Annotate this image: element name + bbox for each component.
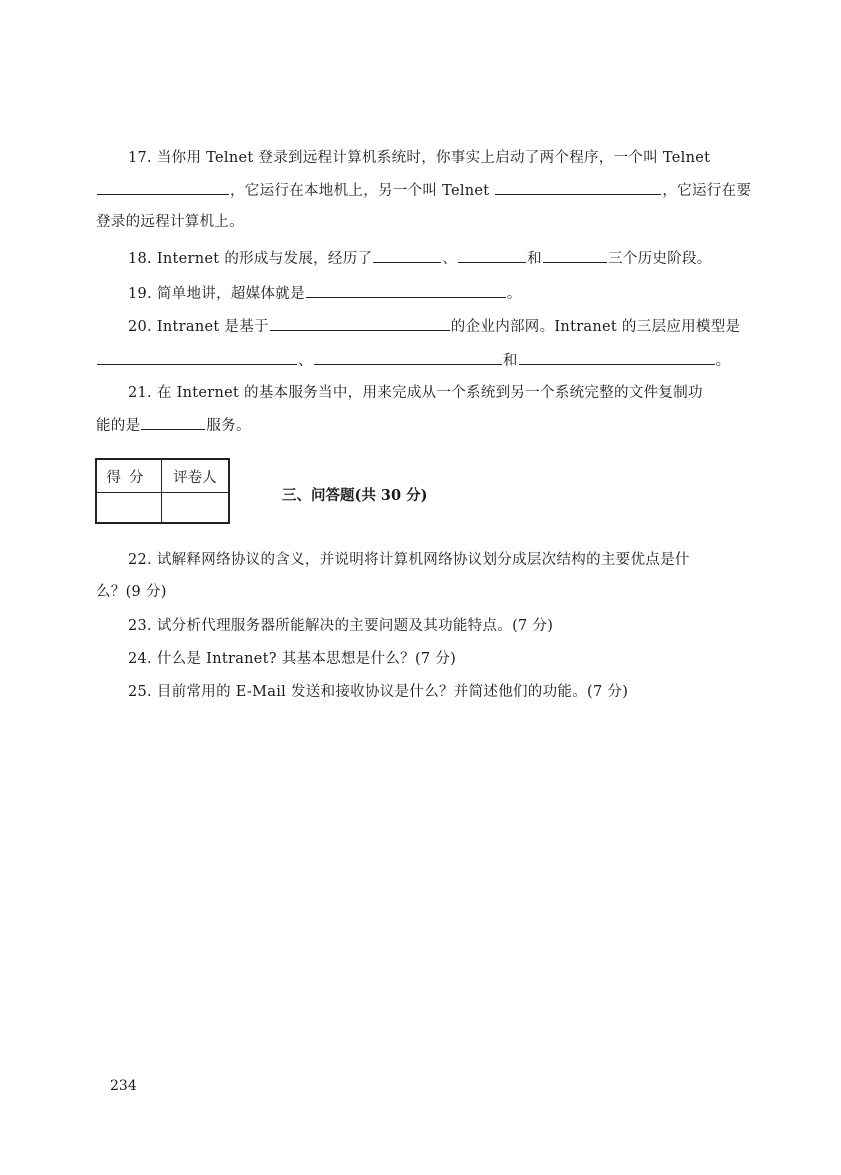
q19-line — [128, 283, 768, 304]
q17-line2 — [96, 180, 768, 201]
q22-line2: 么？(9 分) — [96, 584, 167, 600]
separator: 、 — [442, 251, 458, 267]
q22-line1: 22. 试解释网络协议的含义，并说明将计算机网络协议划分成层次结构的主要优点是什 — [128, 552, 690, 568]
q25-line: 25. 目前常用的 E-Mail 发送和接收协议是什么？并简述他们的功能。(7 分) — [128, 684, 629, 700]
answer-blank[interactable] — [373, 248, 441, 263]
page-number: 234 — [110, 1078, 137, 1094]
q21-line1: 21. 在 Internet 的基本服务当中，用来完成从一个系统到另一个系统完整的文件复制功 — [128, 385, 703, 401]
answer-blank[interactable] — [314, 350, 502, 365]
answer-blank[interactable] — [543, 248, 607, 263]
q20-text-end: 。 — [715, 353, 731, 369]
q20-text-b: 的企业内部网。Intranet 的三层应用模型是 — [450, 319, 741, 335]
separator: 和 — [502, 353, 518, 369]
answer-blank[interactable] — [495, 180, 661, 195]
q20-line1 — [128, 316, 768, 337]
answer-blank[interactable] — [97, 180, 229, 195]
q20-text-a: 20. Intranet 是基于 — [128, 319, 269, 335]
score-table — [95, 458, 230, 524]
table-divider — [97, 492, 228, 493]
q18-line — [128, 248, 768, 269]
q17-line1: 17. 当你用 Telnet 登录到远程计算机系统时，你事实上启动了两个程序，一个叫 Telnet — [128, 150, 711, 166]
q24-line: 24. 什么是 Intranet? 其基本思想是什么？(7 分) — [128, 651, 457, 667]
q18-text: 18. Internet 的形成与发展，经历了 — [128, 251, 373, 267]
answer-blank[interactable] — [458, 248, 526, 263]
q21-line2 — [96, 415, 768, 436]
answer-blank[interactable] — [141, 415, 205, 430]
q23-line: 23. 试分析代理服务器所能解决的主要问题及其功能特点。(7 分) — [128, 618, 554, 634]
q17-line3: 登录的远程计算机上。 — [96, 214, 244, 230]
q18-text-end: 三个历史阶段。 — [607, 251, 712, 267]
q21-text-a: 能的是 — [96, 418, 141, 434]
q17-text-a: ，它运行在本地机上，另一个叫 Telnet — [230, 183, 490, 199]
q19-text-end: 。 — [506, 286, 522, 302]
separator: 、 — [298, 353, 313, 369]
section-title: 三、问答题(共 30 分) — [282, 487, 428, 504]
q19-text: 19. 简单地讲，超媒体就是 — [128, 286, 305, 302]
answer-blank[interactable] — [306, 283, 506, 298]
answer-blank[interactable] — [519, 350, 715, 365]
score-header: 得分 — [106, 470, 152, 486]
q17-text-b: ，它运行在要 — [662, 183, 752, 199]
grader-header: 评卷人 — [173, 470, 217, 486]
answer-blank[interactable] — [97, 350, 297, 365]
answer-blank[interactable] — [270, 316, 450, 331]
separator: 和 — [527, 251, 542, 267]
q20-line2 — [96, 350, 768, 371]
q21-text-end: 服务。 — [206, 418, 251, 434]
